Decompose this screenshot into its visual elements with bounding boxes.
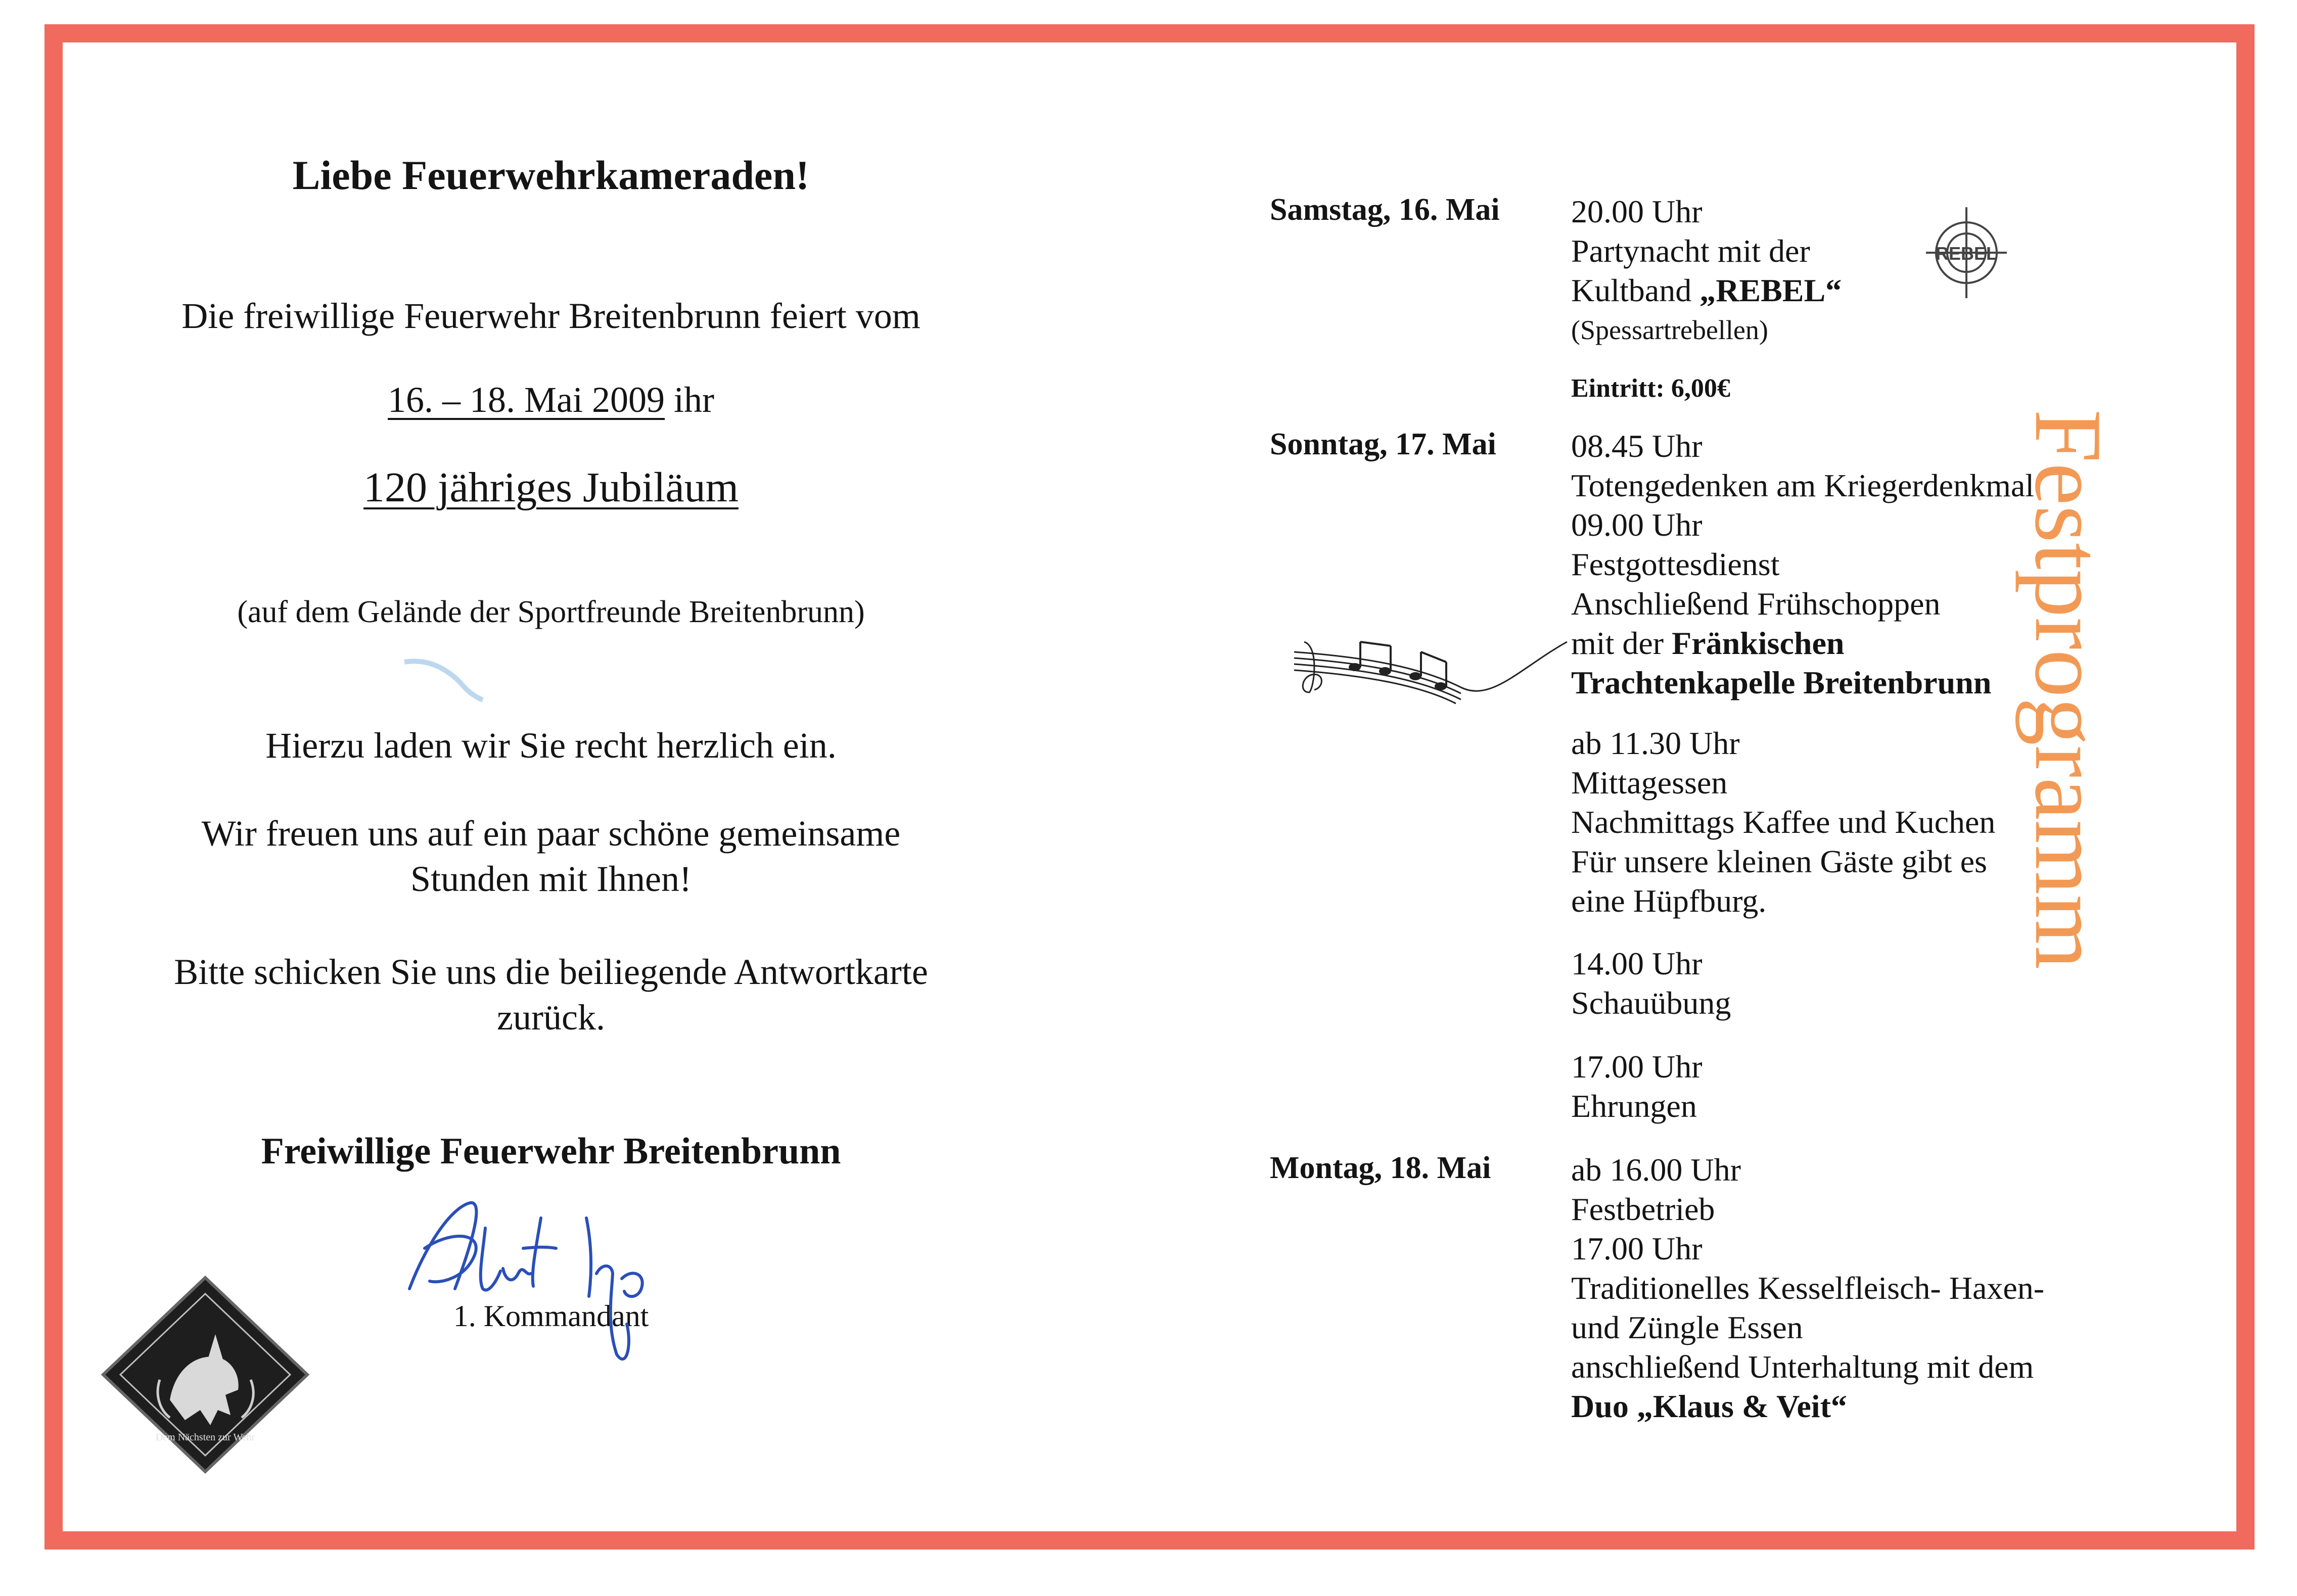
monday-time-2: 17.00 Uhr: [1571, 1231, 1703, 1266]
saturday-text-2: [1571, 271, 1842, 310]
monday-text-3: und Züngle Essen: [1571, 1309, 1803, 1345]
festprogramm-title: Festprogramm: [2015, 409, 2121, 970]
sunday-afternoon-text: Schauübung: [1571, 985, 1731, 1021]
monday-events: [1571, 1150, 2044, 1426]
commander-role: 1. Kommandant: [453, 1299, 649, 1333]
organization-name: Freiwillige Feuerwehr Breitenbrunn: [261, 1131, 841, 1172]
day-sunday: Sonntag, 17. Mai: [1270, 427, 1496, 461]
sunday-text-4-prefix: mit der: [1571, 625, 1672, 661]
saturday-text-2-prefix: Kultband: [1571, 272, 1700, 308]
reply-text: [66, 949, 1036, 1040]
saturday-text-3: (Spessartrebellen): [1571, 315, 1768, 345]
sunday-text-2: Festgottesdienst: [1571, 546, 1780, 582]
sunday-events-morning: [1571, 427, 2034, 702]
saturday-text-1: Partynacht mit der: [1571, 233, 1810, 269]
sunday-text-5: [1571, 663, 2034, 702]
looking-forward-line-1: Wir freuen uns auf ein paar schöne gemeinsame: [201, 813, 901, 854]
sunday-events-midday: [1571, 724, 1995, 921]
sunday-midday-text-2: Nachmittags Kaffee und Kuchen: [1571, 804, 1996, 840]
sunday-evening-text: Ehrungen: [1571, 1088, 1697, 1124]
looking-forward-line-2: Stunden mit Ihnen!: [410, 859, 692, 899]
sunday-time-2: 09.00 Uhr: [1571, 507, 1703, 543]
day-monday: Montag, 18. Mai: [1270, 1151, 1491, 1185]
monday-text-4: anschließend Unterhaltung mit dem: [1571, 1349, 2034, 1385]
intro-text: Die freiwillige Feuerwehr Breitenbrunn feiert vom: [181, 296, 921, 336]
sunday-text-5-bold: Trachtenkapelle Breitenbrunn: [1571, 665, 1992, 700]
greeting-heading: Liebe Feuerwehrkameraden!: [292, 152, 810, 198]
sunday-text-4-bold: Fränkischen: [1672, 625, 1845, 661]
sunday-midday-text-3: Für unsere kleinen Gäste gibt es: [1571, 843, 1987, 879]
invite-text: Hierzu laden wir Sie recht herzlich ein.: [265, 725, 837, 766]
band-name: „REBEL“: [1699, 272, 1842, 308]
emblem-text: Dem Nächsten zur Wehr: [155, 1432, 255, 1443]
location-text: (auf dem Gelände der Sportfreunde Breitenbrunn): [237, 595, 865, 629]
ink-smudge: [399, 652, 490, 708]
saturday-events: [1571, 192, 1842, 408]
music-notes-icon: [1289, 627, 1572, 708]
sunday-afternoon-time: 14.00 Uhr: [1571, 946, 1703, 981]
date-suffix: ihr: [665, 380, 714, 420]
sunday-text-1: Totengedenken am Kriegerdenkmal: [1571, 467, 2035, 503]
date-line: [66, 377, 1036, 423]
reply-line-2: zurück.: [497, 997, 605, 1038]
monday-text-2: Traditionelles Kesselfleisch- Haxen-: [1571, 1270, 2045, 1306]
sunday-events-afternoon: [1571, 944, 1731, 1023]
rebel-logo: [1911, 197, 2022, 328]
saturday-time: 20.00 Uhr: [1571, 194, 1703, 229]
sunday-text-4: [1571, 624, 2034, 663]
signature-icon: [394, 1172, 698, 1385]
jubilee-title: 120 jähriges Jubiläum: [363, 464, 739, 511]
sunday-midday-text-1: Mittagessen: [1571, 765, 1728, 801]
looking-forward-text: [66, 811, 1036, 902]
jubilee-line: [66, 463, 1036, 512]
day-saturday: Samstag, 16. Mai: [1270, 193, 1500, 227]
monday-time-1: ab 16.00 Uhr: [1571, 1152, 1741, 1188]
duo-name: Duo „Klaus & Veit“: [1571, 1388, 1847, 1424]
entry-fee: Eintritt: 6,00€: [1571, 374, 1730, 403]
monday-text-5: [1571, 1387, 2044, 1426]
reply-line-1: Bitte schicken Sie uns die beiliegende Antwortkarte: [174, 952, 928, 992]
sunday-evening-time: 17.00 Uhr: [1571, 1049, 1703, 1085]
rebel-logo-text: REBEL: [1935, 243, 1998, 264]
sunday-text-3: Anschließend Frühschoppen: [1571, 586, 1941, 622]
monday-text-1: Festbetrieb: [1571, 1191, 1715, 1227]
date-range: 16. – 18. Mai 2009: [388, 380, 665, 420]
sunday-midday-text-4: eine Hüpfburg.: [1571, 883, 1767, 919]
sunday-midday-time: ab 11.30 Uhr: [1571, 725, 1740, 761]
sunday-time-1: 08.45 Uhr: [1571, 428, 1703, 464]
sunday-events-evening: [1571, 1047, 1703, 1126]
fire-brigade-emblem: [99, 1274, 311, 1476]
